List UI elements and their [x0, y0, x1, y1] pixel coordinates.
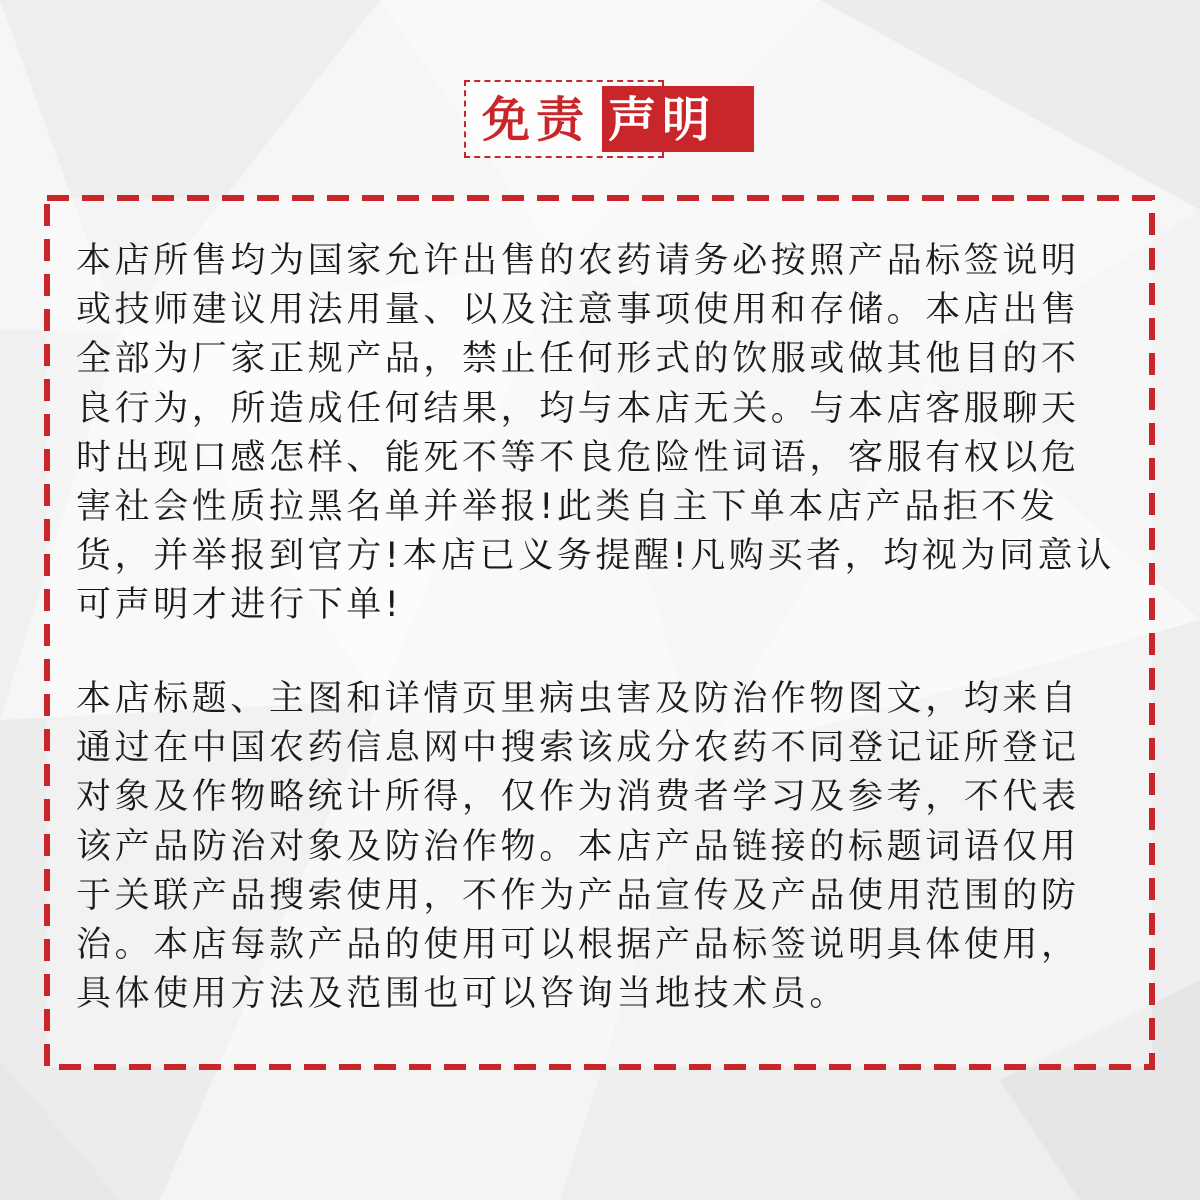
disclaimer-paragraph-1: 本店所售均为国家允许出售的农药请务必按照产品标签说明或技师建议用法用量、以及注意事项使用和存储。本店出售全部为厂家正规产品，禁止任何形式的饮服或做其他目的不良行为，所造成任何结果，均与本店无关。与本店客服聊天时出现口感怎样、能死不等不良危险性词语，客服有权以危害社会性质拉黑名单并举报!此类自主下单本店产品拒不发货，并举报到官方!本店已义务提醒!凡购买者，均视为同意认可声明才进行下单!: [76, 241, 1115, 626]
title-text-part1: 免责: [482, 92, 591, 148]
title-badge: [464, 80, 754, 160]
disclaimer-paragraph-2: 本店标题、主图和详情页里病虫害及防治作物图文，均来自通过在中国农药信息网中搜索该成分农药不同登记证所登记对象及作物略统计所得，仅作为消费者学习及参考，不代表该产品防治对象及防治作物。本店产品链接的标题词语仅用于关联产品搜索使用，不作为产品宣传及产品使用范围的防治。本店每款产品的使用可以根据产品标签说明具体使用，具体使用方法及范围也可以咨询当地技术员。: [76, 679, 1080, 1015]
title-text-part2: 声明: [608, 92, 717, 148]
